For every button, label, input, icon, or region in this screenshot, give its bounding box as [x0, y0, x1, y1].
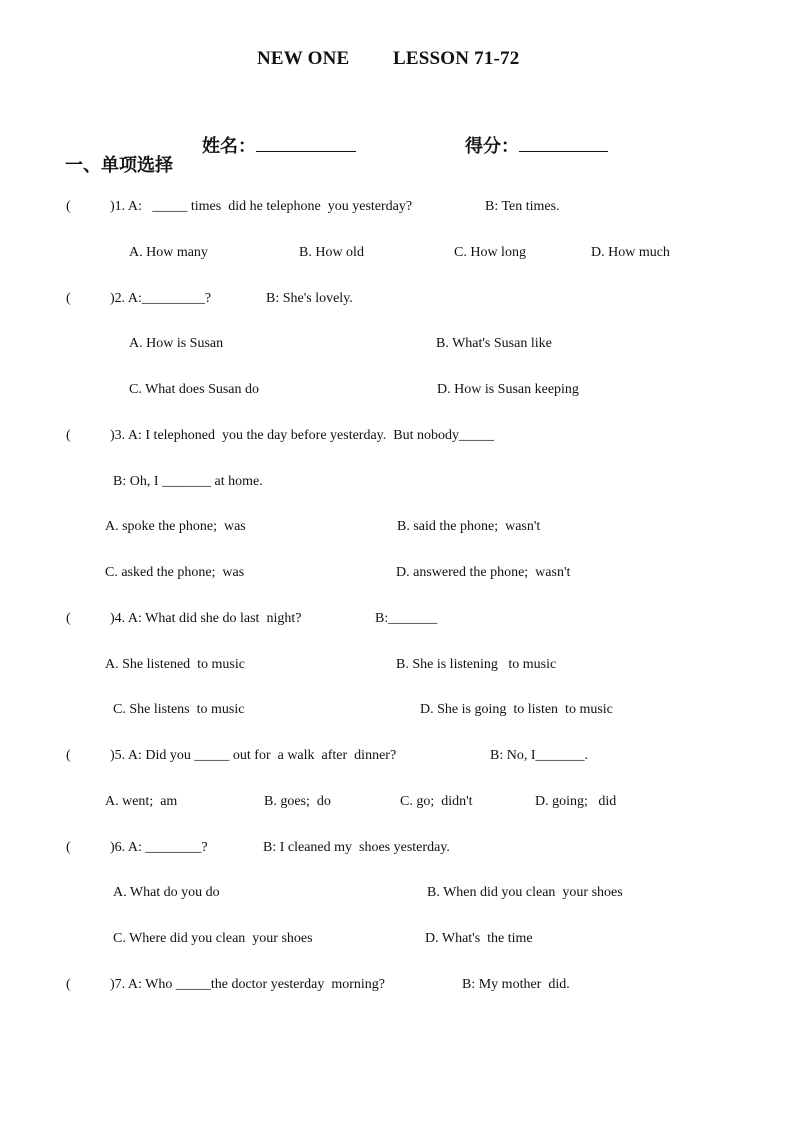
title-right: LESSON 71-72: [393, 48, 520, 69]
q4-option-c: C. She listens to music: [113, 702, 245, 717]
q5-option-d: D. going; did: [535, 794, 617, 809]
score-label: 得分：: [465, 136, 519, 156]
q3-option-c: C. asked the phone; was: [105, 565, 245, 580]
section-heading: 一、单项选择: [65, 155, 173, 175]
q2-answer: B: She's lovely.: [266, 291, 353, 306]
q1-option-b: B. How old: [299, 245, 364, 260]
q1-paren: (: [66, 199, 71, 214]
q5-option-a: A. went; am: [105, 794, 178, 809]
q6-paren: (: [66, 840, 71, 855]
q3-option-d: D. answered the phone; wasn't: [396, 565, 571, 580]
q4-answer: B:_______: [375, 611, 438, 626]
q1-option-d: D. How much: [591, 245, 670, 260]
q2-option-c: C. What does Susan do: [129, 382, 260, 397]
q2-option-d: D. How is Susan keeping: [437, 382, 579, 397]
q1-stem: )1. A: _____ times did he telephone you yesterday?: [110, 199, 413, 214]
name-blank: [256, 133, 356, 152]
q7-stem: )7. A: Who _____the doctor yesterday morning?: [110, 977, 386, 992]
q1-answer: B: Ten times.: [485, 199, 560, 214]
q6-option-d: D. What's the time: [425, 931, 533, 946]
q3-paren: (: [66, 428, 71, 443]
score-blank: [519, 133, 608, 152]
q2-paren: (: [66, 291, 71, 306]
score-field: [456, 111, 608, 158]
q6-option-c: C. Where did you clean your shoes: [113, 931, 313, 946]
q4-option-d: D. She is going to listen to music: [420, 702, 613, 717]
q6-option-b: B. When did you clean your shoes: [427, 885, 623, 900]
q2-option-b: B. What's Susan like: [436, 336, 552, 351]
q1-option-c: C. How long: [454, 245, 526, 260]
q3-option-a: A. spoke the phone; was: [105, 519, 246, 534]
q5-option-c: C. go; didn't: [400, 794, 473, 809]
q4-stem: )4. A: What did she do last night?: [110, 611, 302, 626]
q4-paren: (: [66, 611, 71, 626]
q6-option-a: A. What do you do: [113, 885, 220, 900]
name-label: 姓名：: [202, 136, 256, 156]
title-left: NEW ONE: [257, 48, 350, 69]
q5-paren: (: [66, 748, 71, 763]
q3-answer: B: Oh, I _______ at home.: [113, 474, 263, 489]
q6-answer: B: I cleaned my shoes yesterday.: [263, 840, 450, 855]
q4-option-a: A. She listened to music: [105, 657, 245, 672]
q3-option-b: B. said the phone; wasn't: [397, 519, 541, 534]
q2-stem: )2. A:_________?: [110, 291, 212, 306]
q7-paren: (: [66, 977, 71, 992]
q5-option-b: B. goes; do: [264, 794, 331, 809]
q7-answer: B: My mother did.: [462, 977, 570, 992]
q4-option-b: B. She is listening to music: [396, 657, 557, 672]
q5-answer: B: No, I_______.: [490, 748, 588, 763]
q5-stem: )5. A: Did you _____ out for a walk after dinner?: [110, 748, 397, 763]
q1-option-a: A. How many: [129, 245, 208, 260]
q6-stem: )6. A: ________?: [110, 840, 208, 855]
q3-stem: )3. A: I telephoned you the day before yesterday. But nobody_____: [110, 428, 495, 443]
q2-option-a: A. How is Susan: [129, 336, 224, 351]
name-field: [193, 111, 356, 158]
